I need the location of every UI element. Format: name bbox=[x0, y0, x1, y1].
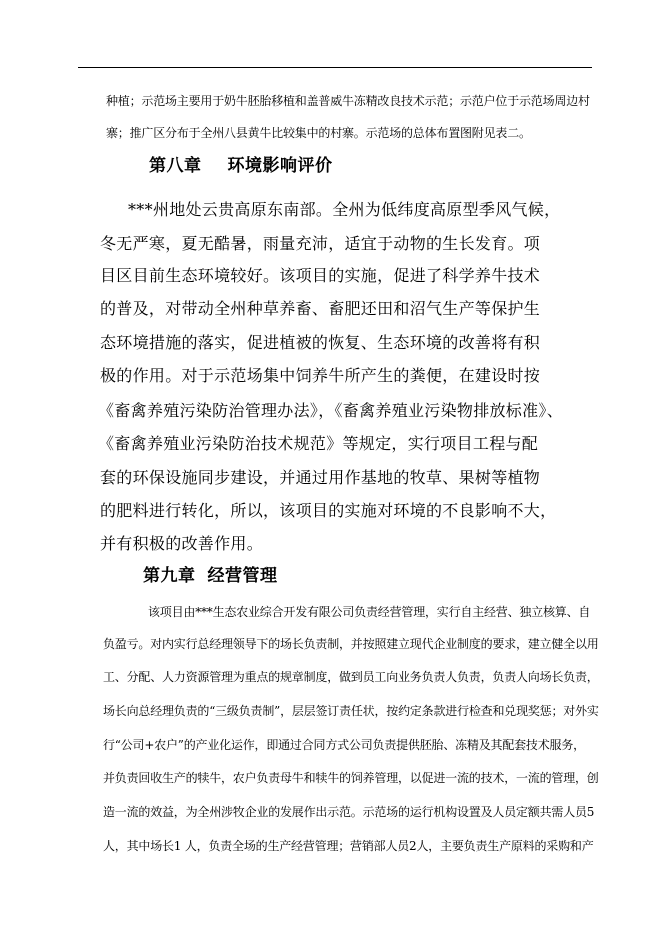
text-line: 人，其中场长1 人，负责全场的生产经营管理；营销部人员2人，主要负责生产原料的采购和产 bbox=[103, 839, 594, 853]
text-line: 的肥料进行转化，所以，该项目的实施对环境的不良影响不大， bbox=[100, 501, 557, 520]
text-line: 目区目前生态环境较好。该项目的实施，促进了科学养牛技术 bbox=[100, 266, 541, 285]
text-line: ***州地处云贵高原东南部。全州为低纬度高原型季风气候， bbox=[128, 200, 561, 219]
text-line: 行“公司+农户”的产业化运作，即通过合同方式公司负责提供胚胎、冻精及其配套技术服务， bbox=[103, 738, 585, 752]
text-line: 并有积极的改善作用。 bbox=[100, 534, 264, 553]
text-line: 极的作用。对于示范场集中饲养牛所产生的粪便，在建设时按 bbox=[100, 366, 541, 385]
chapter-8-number: 第八章 bbox=[149, 156, 202, 176]
text-line: 种植；示范场主要用于奶牛胚胎移植和盖普威牛冻精改良技术示范；示范户位于示范场周边村 bbox=[106, 94, 590, 108]
text-line: 《畜禽养殖污染防治管理办法》，《畜禽养殖业污染物排放标准》、 bbox=[98, 401, 564, 420]
header-rule bbox=[78, 67, 592, 68]
text-line: 的普及，对带动全州种草养畜、畜肥还田和沼气生产等保护生 bbox=[100, 299, 541, 318]
chapter-9-title: 经营管理 bbox=[207, 566, 278, 586]
text-line: 冬无严寒，夏无酷暑，雨量充沛，适宜于动物的生长发育。项 bbox=[100, 234, 541, 253]
chapter-8-heading bbox=[149, 158, 333, 175]
text-line: 工、分配、人力资源管理为重点的规章制度，做到员工向业务负责人负责，负责人向场长负责， bbox=[103, 670, 599, 684]
text-line: 寨；推广区分布于全州八县黄牛比较集中的村寨。示范场的总体布置图附见表二。 bbox=[106, 126, 531, 140]
text-line: 态环境措施的落实，促进植被的恢复、生态环境的改善将有积 bbox=[100, 333, 541, 352]
text-line: 《畜禽养殖业污染防治技术规范》等规定，实行项目工程与配 bbox=[98, 434, 539, 453]
chapter-9-number: 第九章 bbox=[143, 566, 196, 586]
text-line: 负盈亏。对内实行总经理领导下的场长负责制，并按照建立现代企业制度的要求，建立健全以用 bbox=[103, 637, 599, 651]
text-line: 并负责回收生产的犊牛，农户负责母牛和犊牛的饲养管理，以促进一流的技术，一流的管理，创 bbox=[103, 771, 599, 785]
chapter-8-title: 环境影响评价 bbox=[227, 156, 333, 176]
text-line: 场长向总经理负责的“三级负责制”，层层签订责任状，按约定条款进行检查和兑现奖惩；对外实 bbox=[103, 704, 599, 718]
text-line: 造一流的效益，为全州涉牧企业的发展作出示范。示范场的运行机构设置及人员定额共需人员5 bbox=[103, 805, 595, 819]
text-line: 套的环保设施同步建设，并通过用作基地的牧草、果树等植物 bbox=[100, 468, 541, 487]
text-line: 该项目由***生态农业综合开发有限公司负责经营管理，实行自主经营、独立核算、自 bbox=[148, 605, 591, 619]
chapter-9-heading bbox=[143, 568, 278, 585]
